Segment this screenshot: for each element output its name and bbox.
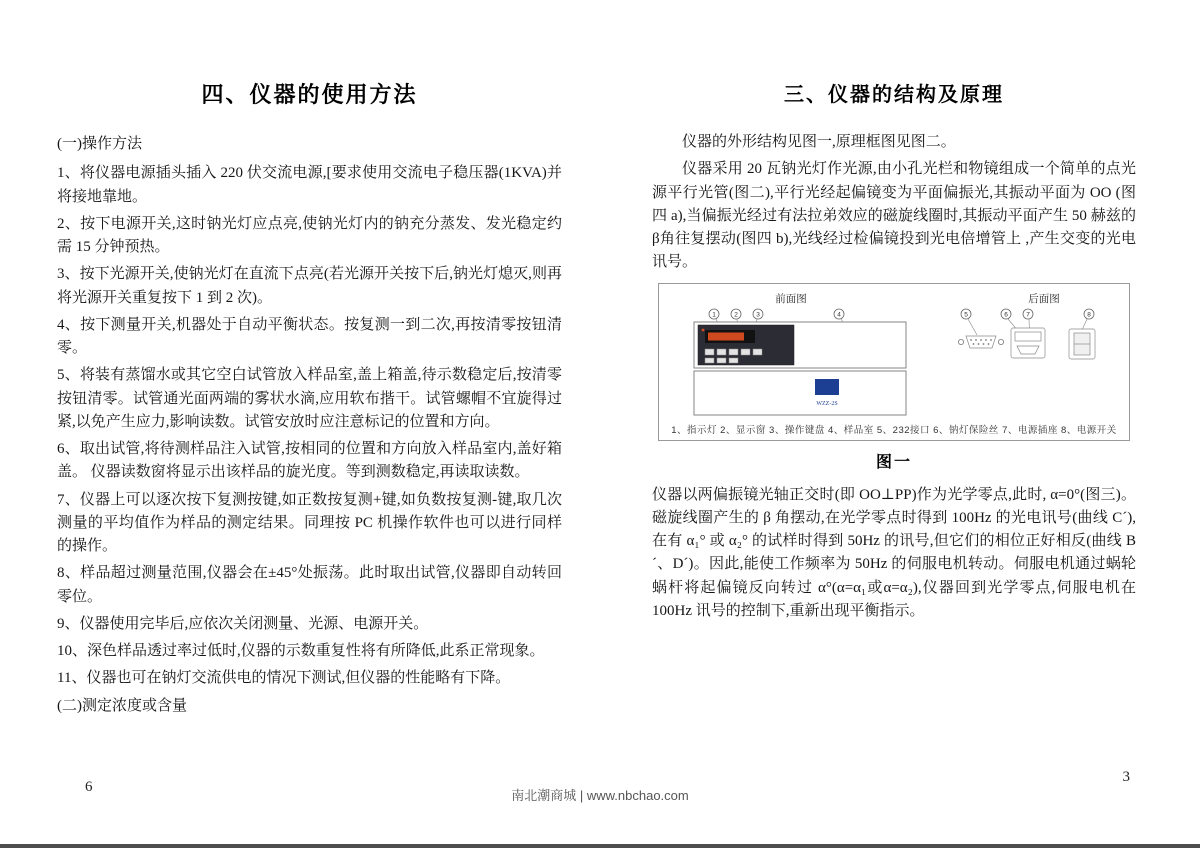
callout-5-rs232-port bbox=[961, 309, 977, 335]
principle-paragraph-2: 仪器采用 20 瓦钠光灯作光源,由小孔光栏和物镜组成一个简单的点光源平行光管(图二),平行光经起偏镜变为平面偏振光,其振动平面为 OO (图四 a),当偏振光经过有法拉弟效应的磁旋线圈时,其振动平面产生 50 赫兹的β角往复摆动(图四 b),光线经过检偏镜投到光电倍增管上 ,产生交变的光电讯号。 bbox=[652, 161, 1136, 271]
right-page-number: 3 bbox=[1122, 769, 1130, 785]
power-inlet-fuse-icon bbox=[1011, 328, 1045, 358]
figure-one-caption: 1、指示灯 2、显示窗 3、操作键盘 4、样品室 5、232接口 6、钠灯保险丝 7、电源插座 8、电源开关 bbox=[671, 424, 1117, 436]
instruction-item-2: 2、按下电源开关,这时钠光灯应点亮,使钠光灯内的钠充分蒸发、发光稳定约需 15 分钟预热。 bbox=[57, 215, 562, 255]
instruction-item-1: 1、将仪器电源插头插入 220 伏交流电源,[要求使用交流电子稳压器(1KVA)并将接地靠地。 bbox=[57, 165, 562, 205]
brand-logo-text: WZZ-2S bbox=[816, 400, 838, 407]
svg-text:3: 3 bbox=[756, 311, 760, 319]
principle-paragraph-1: 仪器的外形结构见图一,原理框图见图二。 bbox=[682, 134, 956, 150]
principle-paragraph-3: 仪器以两偏振镜光轴正交时(即 OO⊥PP)作为光学零点,此时, α=0°(图三)。磁旋线圈产生的 β 角摆动,在光学零点时得到 100Hz 的光电讯号(曲线 C´),在有 α₁° 或 α₂° 的试样时得到 50Hz 的讯号,但它们的相位正好相反(曲线 B´、D´)。因此,能使工作频率为 50Hz 的伺服电机转动。伺服电机通过蜗轮蜗杆将起偏镜反向转过 α°(α=α₁或α=α₂),仪器回到光学零点,伺服电机在 100Hz 讯号的控制下,重新出现平衡指示。 bbox=[652, 486, 1136, 619]
led-display-icon bbox=[708, 332, 744, 340]
right-page-title: 三、仪器的结构及原理 bbox=[784, 84, 1004, 106]
instrument-diagram bbox=[659, 289, 1129, 419]
svg-text:5: 5 bbox=[964, 311, 968, 319]
instruction-item-3: 3、按下光源开关,使钠光灯在直流下点亮(若光源开关按下后,钠光灯熄灭,则再将光源开关重复按下 1 到 2 次)。 bbox=[57, 266, 562, 306]
left-page-title: 四、仪器的使用方法 bbox=[201, 82, 418, 107]
svg-text:6: 6 bbox=[1004, 311, 1008, 319]
left-page-column bbox=[57, 78, 562, 724]
scan-edge-strip bbox=[0, 844, 1200, 848]
svg-text:8: 8 bbox=[1087, 311, 1091, 319]
svg-text:4: 4 bbox=[837, 311, 841, 319]
front-panel-drawing bbox=[694, 322, 906, 368]
instruction-item-6: 6、取出试管,将待测样品注入试管,按相同的位置和方向放入样品室内,盖好箱盖。 仪器读数窗将显示出该样品的旋光度。等到测数稳定,再读取读数。 bbox=[57, 441, 562, 481]
back-view-label: 后面图 bbox=[1028, 292, 1060, 305]
instruction-item-7: 7、仪器上可以逐次按下复测按键,如正数按复测+键,如负数按复测-键,取几次测量的平均值作为样品的测定结果。同理按 PC 机操作软件也可以进行同样的操作。 bbox=[57, 491, 562, 554]
right-page-column bbox=[652, 78, 1136, 627]
instruction-item-11: 11、仪器也可在钠灯交流供电的情况下测试,但仪器的性能略有下降。 bbox=[57, 670, 511, 687]
section-heading-concentration: (二)测定浓度或含量 bbox=[57, 697, 187, 714]
instruction-item-10: 10、深色样品透过率过低时,仪器的示数重复性将有所降低,此系正常现象。 bbox=[57, 643, 545, 659]
power-switch-icon bbox=[1069, 329, 1095, 359]
instruction-item-5: 5、将装有蒸馏水或其它空白试管放入样品室,盖上箱盖,待示数稳定后,按清零按钮清零。试管通光面两端的雾状水滴,应用软布揩干。试管螺帽不宜旋得过紧,以免产生应力,影响读数。试管安放时应注意标记的位置和方向。 bbox=[57, 367, 562, 430]
callout-8-power-switch bbox=[1082, 309, 1094, 330]
db9-connector-icon bbox=[958, 336, 1003, 348]
svg-text:7: 7 bbox=[1026, 311, 1030, 319]
section-heading-operation: (一)操作方法 bbox=[57, 136, 142, 152]
front-view-label: 前面图 bbox=[775, 292, 807, 305]
footer-watermark: 南北潮商城 | www.nbchao.com bbox=[511, 788, 689, 803]
brand-logo-icon bbox=[815, 379, 839, 395]
svg-text:2: 2 bbox=[734, 311, 738, 319]
indicator-lamp-icon bbox=[702, 328, 705, 331]
instruction-item-9: 9、仪器使用完毕后,应依次关闭测量、光源、电源开关。 bbox=[57, 615, 429, 632]
figure-one-title: 图一 bbox=[875, 453, 912, 471]
instruction-item-8: 8、样品超过测量范围,仪器会在±45°处振荡。此时取出试管,仪器即自动转回零位。 bbox=[57, 565, 562, 605]
figure-one-box bbox=[658, 283, 1130, 441]
instruction-item-4: 4、按下测量开关,机器处于自动平衡状态。按复测一到二次,再按清零按钮清零。 bbox=[57, 316, 562, 356]
svg-text:1: 1 bbox=[712, 311, 716, 319]
front-lower-body-drawing bbox=[694, 371, 906, 415]
left-page-number: 6 bbox=[85, 779, 93, 795]
